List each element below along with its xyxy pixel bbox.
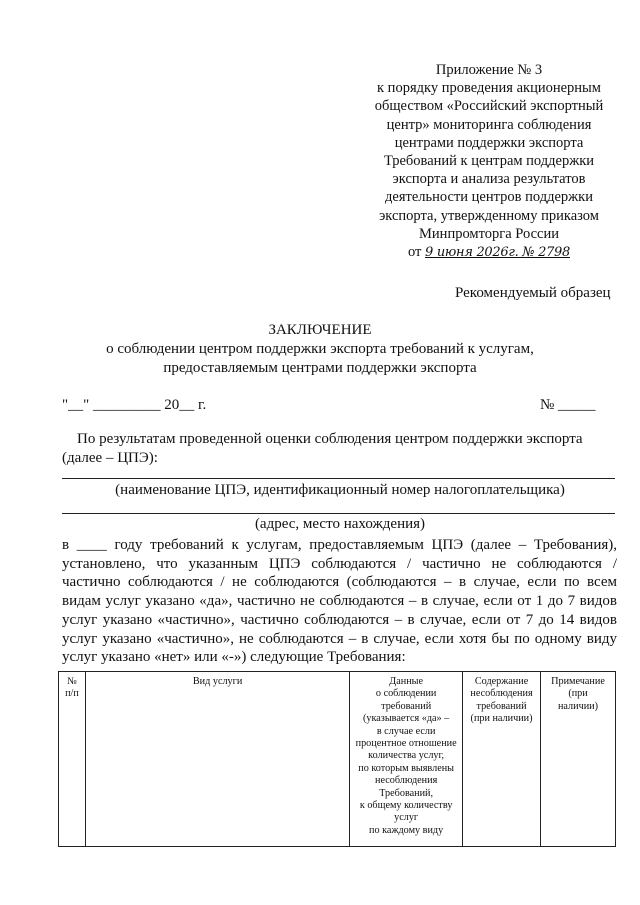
- doc-title: ЗАКЛЮЧЕНИЕ: [268, 322, 372, 338]
- table-header-row: [59, 672, 616, 847]
- appendix-line: деятельности центров поддержки: [385, 189, 593, 206]
- appendix-line: к порядку проведения акционерным: [377, 80, 601, 97]
- appendix-line: экспорта и анализа результатов: [392, 171, 586, 188]
- date-prefix: от: [408, 244, 422, 261]
- col-header-data: Данные о соблюдении требований (указывается «да» – в случае если процентное отношение количества услуг, по которым выявлены несоблюдения Требований, к общему количеству услуг по каждому виду: [350, 672, 463, 847]
- body-line: установлено, что указанным ЦПЭ соблюдаются / частично не соблюдаются /: [62, 555, 617, 572]
- body-line: в ____ году требований к услугам, предоставляемым ЦПЭ (далее – Требования),: [62, 537, 617, 553]
- intro-line-1: По результатам проведенной оценки соблюдения центром поддержки экспорта: [77, 431, 583, 447]
- col-header-content: Содержание несоблюдения требований (при наличии): [463, 672, 541, 847]
- address-underline: [62, 513, 615, 514]
- appendix-header: [358, 61, 620, 262]
- col-header-service: Вид услуги: [85, 672, 349, 847]
- body-line: услуг указано «нет» или «-») следующие Требования:: [62, 649, 406, 666]
- appendix-line: Приложение № 3: [435, 62, 543, 78]
- date-field: "__" _________ 20__ г.: [62, 397, 207, 413]
- appendix-line: Требований к центрам поддержки: [383, 153, 595, 170]
- appendix-line: экспорта, утвержденному приказом: [379, 207, 599, 224]
- appendix-line: центрами поддержки экспорта: [394, 134, 584, 151]
- body-paragraph: [62, 536, 617, 667]
- appendix-line: обществом «Российский экспортный: [374, 98, 604, 115]
- appendix-line: центр» мониторинга соблюдения: [386, 116, 592, 133]
- handwritten-date: 9 июня 2026г. № 2798: [425, 245, 570, 261]
- requirements-table: [58, 671, 616, 847]
- name-underline: [62, 478, 615, 479]
- appendix-line: Минпромторга России: [419, 225, 559, 242]
- doc-subtitle-2: предоставляемым центрами поддержки экспорта: [163, 360, 477, 376]
- number-field: № _____: [540, 397, 596, 413]
- appendix-date-line: [358, 243, 620, 262]
- body-line: услуг указано «частично», частично соблюдаются – в случае, если от 7 до 14 видов: [62, 611, 617, 628]
- col-header-note: Примечание (при наличии): [541, 672, 616, 847]
- address-caption: (адрес, место нахождения): [254, 516, 426, 532]
- col-header-num: № п/п: [59, 672, 86, 847]
- doc-subtitle-1: о соблюдении центром поддержки экспорта требований к услугам,: [106, 341, 534, 357]
- sample-label: Рекомендуемый образец: [455, 285, 611, 301]
- body-line: услуг указано «частично», не соблюдаются – в случае, если хотя бы по одному виду: [62, 630, 617, 647]
- body-line: видам услуг указано «да», частично не соблюдаются – в случае, если от 1 до 7 видов: [62, 593, 617, 610]
- name-caption: (наименование ЦПЭ, идентификационный номер налогоплательщика): [115, 482, 565, 498]
- body-line: частично соблюдаются / не соблюдаются (соблюдаются – в случае, если по всем: [62, 574, 617, 591]
- intro-line-2: (далее – ЦПЭ):: [62, 450, 158, 466]
